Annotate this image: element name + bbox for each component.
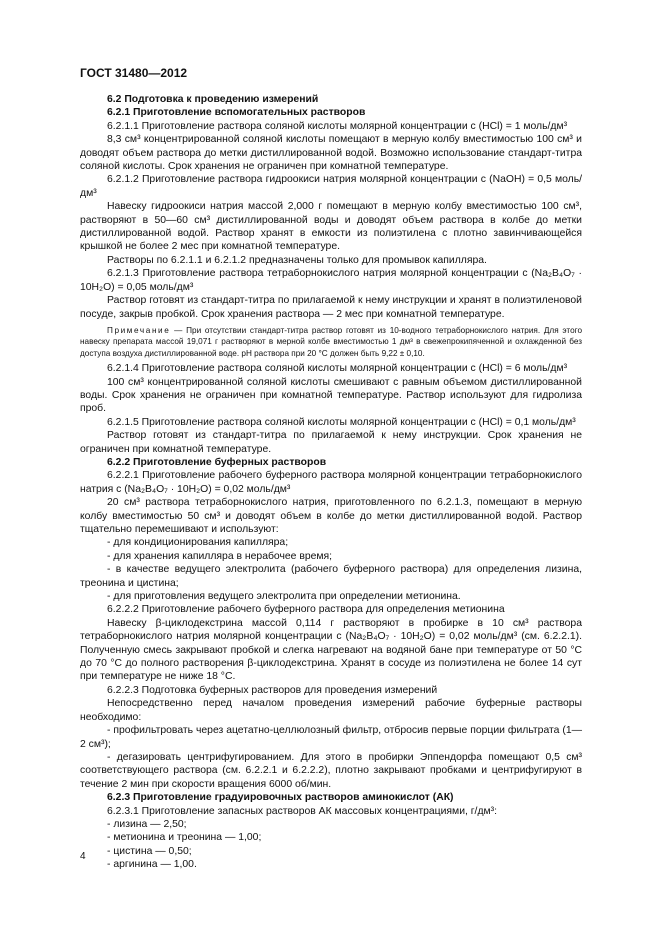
paragraph: 6.2.1.2 Приготовление раствора гидроокиси натрия молярной концентрации c (NaOH) = 0,5 моль/дм³ (80, 174, 582, 199)
document-body (80, 93, 582, 872)
list-item: - дегазировать центрифугированием. Для этого в пробирки Эппендорфа помещают 0,5 см³ соответствующего раствора (см. 6.2.2.1 и 6.2.2.2), плотно закрывают пробками и центрифугируют в течение 2 мин при скорости вращения 6000 об/мин. (80, 751, 582, 790)
list-item: - в качестве ведущего электролита (рабочего буферного раствора) для определения лизина, треонина и цистина; (80, 564, 582, 589)
document-code-header: ГОСТ 31480—2012 (80, 66, 188, 80)
paragraph: Навеску β-циклодекстрина массой 0,114 г растворяют в пробирке в 10 см³ раствора тетраборнокислого натрия молярной концентрации c (Na₂B₄O₇ · 10H₂O) = 0,02 моль/дм³ (см. 6.2.2.1). Полученную смесь закрывают пробкой и слегка нагревают на водяной бане при температуре от 50 °C до 70 °C до полного растворения β-циклодекстрина. Хранят в сосуде из полиэтилена не более 14 сут при температуре не ниже 18 °C. (80, 617, 582, 683)
paragraph: Растворы по 6.2.1.1 и 6.2.1.2 предназначены только для промывок капилляра. (107, 254, 487, 266)
paragraph: 6.2.1.1 Приготовление раствора соляной кислоты молярной концентрации c (HCl) = 1 моль/дм³ (107, 120, 568, 132)
list-item: - для приготовления ведущего электролита при определении метионина. (107, 591, 461, 603)
paragraph: 8,3 см³ концентрированной соляной кислоты помещают в мерную колбу вместимостью 100 см³ и доводят объем раствора до метки дистиллированной водой. Возможно использование стандарт-титра соляной кислоты. Срок хранения не ограничен при комнатной температуре. (80, 134, 582, 173)
note-text: — При отсутствии стандарт-титра раствор готовят из 10-водного тетраборнокислого натрия. Для этого навеску препарата массой 19,071 г растворяют в мерной колбе вместимостью 1 дм³ в свежепрокипяченной и охлажденной без доступа воздуха дистиллированной воде. pH раствора при 20 °C должен быть 9,22 ± 0,10. (80, 325, 582, 358)
section-heading-6-2-1: 6.2.1 Приготовление вспомогательных растворов (107, 107, 366, 119)
paragraph: 20 см³ раствора тетраборнокислого натрия, приготовленного по 6.2.1.3, помещают в мерную колбу вместимостью 50 см³ и доводят объем в колбе до метки дистиллированной водой. Раствор тщательно перемешивают и используют: (80, 497, 582, 535)
paragraph: 6.2.3.1 Приготовление запасных растворов АК массовых концентрациями, г/дм³: (107, 805, 497, 817)
list-item: - для кондиционирования капилляра; (107, 537, 289, 549)
paragraph: 6.2.2.3 Подготовка буферных растворов для проведения измерений (107, 684, 438, 696)
paragraph: 6.2.2.1 Приготовление рабочего буферного раствора молярной концентрации тетраборнокислого натрия c (Na₂B₄O₇ · 10H₂O) = 0,02 моль/дм³ (80, 470, 582, 495)
paragraph: 6.2.1.4 Приготовление раствора соляной кислоты молярной концентрации c (HCl) = 6 моль/дм³ (107, 363, 568, 375)
list-item: - метионина и треонина — 1,00; (107, 832, 262, 844)
paragraph: 100 см³ концентрированной соляной кислоты смешивают с равным объемом дистиллированной воды. Срок хранения не ограничен при комнатной температуре. Раствор используют для гидролиза проб. (80, 376, 582, 415)
paragraph: Раствор готовят из стандарт-титра по прилагаемой к нему инструкции и хранят в полиэтиленовой посуде, закрыв пробкой. Срок хранения раствора — 2 мес при комнатной температуре. (80, 295, 582, 320)
paragraph: Навеску гидроокиси натрия массой 2,000 г помещают в мерную колбу вместимостью 100 см³, растворяют в 50—60 см³ дистиллированной воды и доводят объем раствора в колбе до метки дистиллированной водой. Раствор хранят в емкости из полиэтилена с плотно завинчивающейся крышкой не более 2 мес при комнатной температуре. (80, 201, 582, 253)
paragraph: 6.2.1.3 Приготовление раствора тетраборнокислого натрия молярной концентрации c (Na₂B₄O₇ · 10H₂O) = 0,05 моль/дм³ (80, 268, 582, 293)
section-heading-6-2-3: 6.2.3 Приготовление градуировочных растворов аминокислот (АК) (107, 792, 454, 804)
paragraph: Непосредственно перед началом проведения измерений рабочие буферные растворы необходимо: (80, 698, 582, 723)
list-item: - аргинина — 1,00. (107, 859, 197, 871)
paragraph: Раствор готовят из стандарт-титра по прилагаемой к нему инструкции. Срок хранения не ограничен при комнатной температуре. (80, 430, 582, 455)
section-heading-6-2-2: 6.2.2 Приготовление буферных растворов (107, 456, 327, 468)
paragraph: 6.2.1.5 Приготовление раствора соляной кислоты молярной концентрации c (HCl) = 0,1 моль/дм³ (107, 416, 576, 428)
section-heading-6-2: 6.2 Подготовка к проведению измерений (107, 94, 319, 105)
page-number: 4 (80, 851, 86, 862)
note (80, 325, 582, 359)
note-label: Примечание (107, 325, 171, 335)
list-item: - для хранения капилляра в нерабочее время; (107, 550, 333, 562)
list-item: - профильтровать через ацетатно-целлюлозный фильтр, отбросив первые порции фильтрата (1—2 см³); (80, 725, 582, 750)
list-item: - цистина — 0,50; (107, 845, 192, 857)
paragraph: 6.2.2.2 Приготовление рабочего буферного раствора для определения метионина (107, 604, 505, 616)
list-item: - лизина — 2,50; (107, 818, 187, 830)
